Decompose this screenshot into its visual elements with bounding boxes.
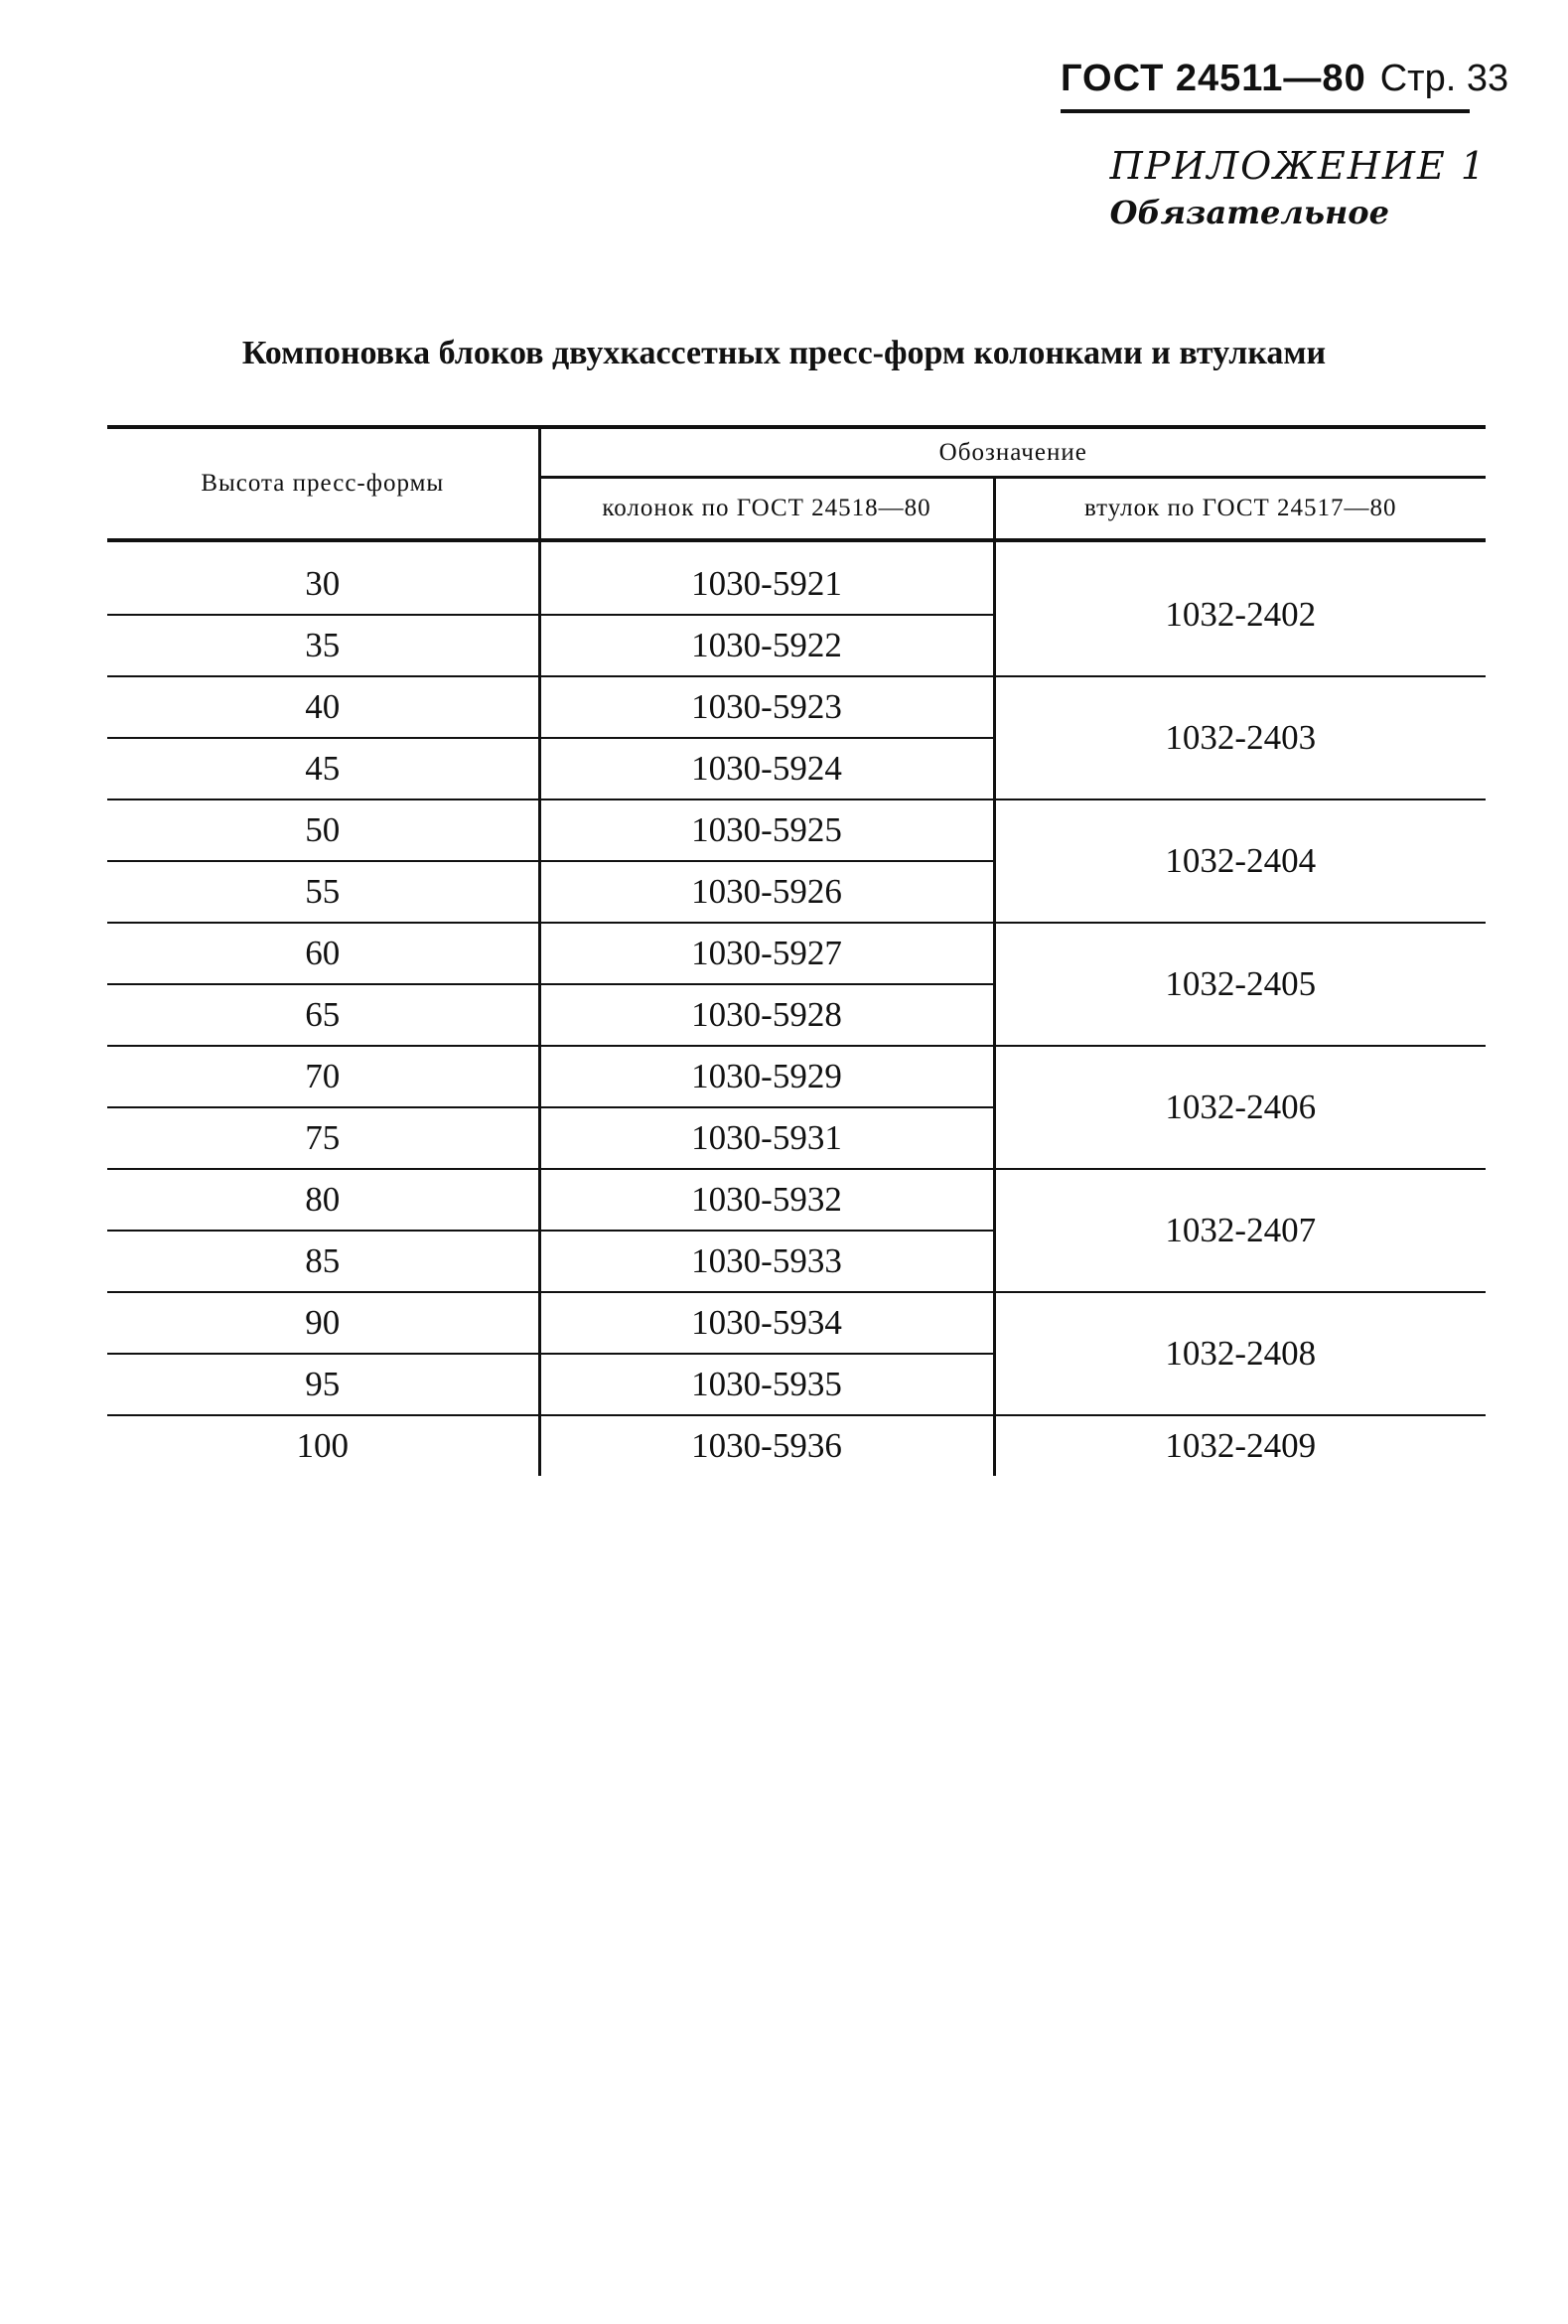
column-cell: 1030-5933 xyxy=(539,1231,994,1292)
bushing-cell: 1032-2403 xyxy=(994,676,1486,799)
column-cell: 1030-5936 xyxy=(539,1415,994,1476)
height-cell: 75 xyxy=(107,1107,539,1169)
appendix-subtitle: Обязательное xyxy=(1109,194,1389,231)
column-cell: 1030-5922 xyxy=(539,615,994,676)
bushing-cell: 1032-2407 xyxy=(994,1169,1486,1292)
header-height: Высота пресс-формы xyxy=(107,427,539,540)
table-row xyxy=(107,923,1486,984)
table-row xyxy=(107,1046,1486,1107)
column-cell: 1030-5926 xyxy=(539,861,994,923)
header-rule xyxy=(1061,109,1470,113)
column-cell: 1030-5924 xyxy=(539,738,994,799)
height-cell: 40 xyxy=(107,676,539,738)
page-number: Стр. 33 xyxy=(1379,58,1509,99)
bushing-cell: 1032-2402 xyxy=(994,540,1486,676)
height-cell: 45 xyxy=(107,738,539,799)
table-body xyxy=(107,540,1486,1476)
height-cell: 80 xyxy=(107,1169,539,1231)
column-cell: 1030-5935 xyxy=(539,1354,994,1415)
column-cell: 1030-5929 xyxy=(539,1046,994,1107)
height-cell: 30 xyxy=(107,540,539,615)
table-row xyxy=(107,1292,1486,1354)
bushing-cell: 1032-2404 xyxy=(994,799,1486,923)
appendix-title: ПРИЛОЖЕНИЕ 1 xyxy=(1109,144,1487,188)
table-row xyxy=(107,676,1486,738)
assembly-table xyxy=(107,425,1486,1476)
page-header xyxy=(1061,58,1509,100)
height-cell: 95 xyxy=(107,1354,539,1415)
column-cell: 1030-5931 xyxy=(539,1107,994,1169)
appendix-block xyxy=(1110,144,1487,231)
height-cell: 50 xyxy=(107,799,539,861)
table-row xyxy=(107,1169,1486,1231)
table-row xyxy=(107,540,1486,615)
height-cell: 55 xyxy=(107,861,539,923)
column-cell: 1030-5934 xyxy=(539,1292,994,1354)
column-cell: 1030-5923 xyxy=(539,676,994,738)
column-cell: 1030-5921 xyxy=(539,540,994,615)
height-cell: 70 xyxy=(107,1046,539,1107)
height-cell: 65 xyxy=(107,984,539,1046)
column-cell: 1030-5928 xyxy=(539,984,994,1046)
bushing-cell: 1032-2409 xyxy=(994,1415,1486,1476)
header-designation: Обозначение xyxy=(539,427,1486,478)
column-cell: 1030-5925 xyxy=(539,799,994,861)
column-cell: 1030-5927 xyxy=(539,923,994,984)
table-row xyxy=(107,1415,1486,1476)
bushing-cell: 1032-2408 xyxy=(994,1292,1486,1415)
bushing-cell: 1032-2405 xyxy=(994,923,1486,1046)
header-bushings: втулок по ГОСТ 24517—80 xyxy=(994,478,1486,541)
height-cell: 35 xyxy=(107,615,539,676)
height-cell: 85 xyxy=(107,1231,539,1292)
column-cell: 1030-5932 xyxy=(539,1169,994,1231)
table-title: Компоновка блоков двухкассетных пресс-форм колонками и втулками xyxy=(241,335,1327,371)
height-cell: 90 xyxy=(107,1292,539,1354)
height-cell: 60 xyxy=(107,923,539,984)
height-cell: 100 xyxy=(296,1426,349,1465)
standard-number: ГОСТ 24511—80 xyxy=(1061,58,1366,99)
header-columns: колонок по ГОСТ 24518—80 xyxy=(539,478,994,541)
bushing-cell: 1032-2406 xyxy=(994,1046,1486,1169)
table-row xyxy=(107,799,1486,861)
